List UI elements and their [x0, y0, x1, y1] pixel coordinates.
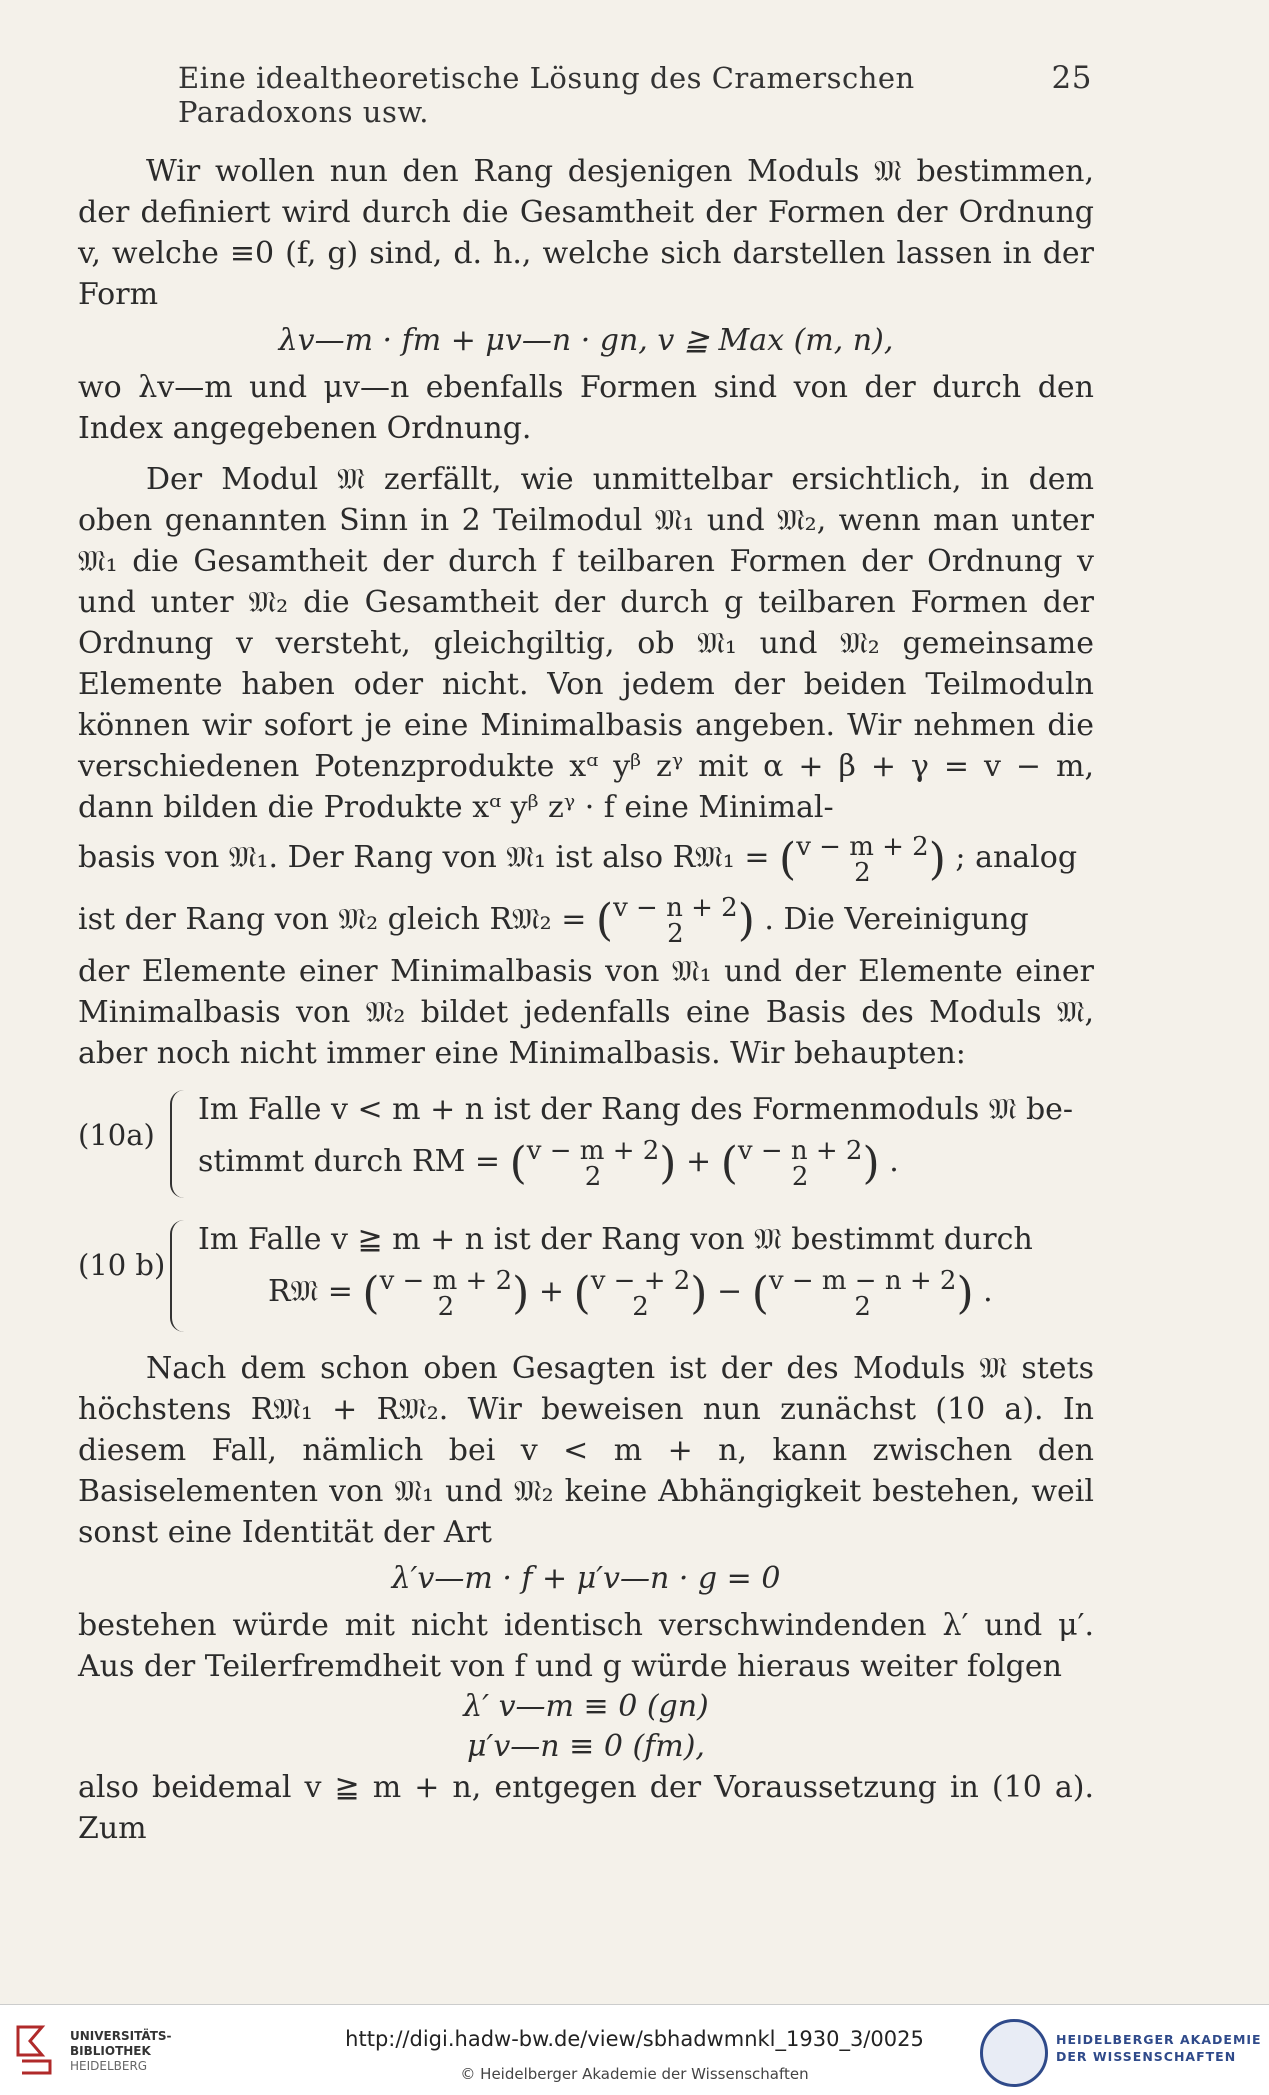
formula-3: λ′ v—m ≡ 0 (gn): [463, 1689, 709, 1724]
running-header: [78, 60, 1094, 129]
footer-bar: [0, 2004, 1269, 2095]
binom-b: (v − n + 2 2 ): [595, 893, 755, 949]
academy-name: HEIDELBERGER AKADEMIE DER WISSENSCHAFTEN: [1056, 2032, 1262, 2064]
source-url-link[interactable]: http://digi.hadw-bw.de/view/sbhadwmnkl_1930_3/0025: [345, 2027, 924, 2051]
page-content: [78, 60, 1094, 1849]
page-number: 25: [1051, 60, 1092, 96]
formula-1: λv—m · fm + μv—n · gn, v ≧ Max (m, n),: [278, 323, 894, 358]
eq10a-line1: Im Falle v < m + n ist der Rang des Formenmoduls 𝔐 be-: [198, 1092, 1074, 1127]
paragraph-2: Der Modul 𝔐 zerfällt, wie unmittelbar ersichtlich, in dem oben genannten Sinn in 2 Teilmodul 𝔐₁ und 𝔐₂, wenn man unter 𝔐₁ die Gesamtheit der durch f teilbaren Formen der Ordnung v und unter 𝔐₂ die Gesamtheit der durch g teilbaren Formen der Ordnung v versteht, gleichgiltig, ob 𝔐₁ und 𝔐₂ gemeinsame Elemente haben oder nicht. Von jedem der beiden Teilmoduln können wir sofort je eine Minimalbasis angeben. Wir nehmen die verschiedenen Potenzprodukte xᵅ yᵝ zᵞ mit α + β + γ = v − m, dann bilden die Produkte xᵅ yᵝ zᵞ · f eine Minimal-: [78, 462, 1094, 825]
paragraph-2-tail: der Elemente einer Minimalbasis von 𝔐₁ und der Elemente einer Minimalbasis von 𝔐₂ bildet jedenfalls eine Basis des Moduls 𝔐, aber noch nicht immer eine Minimalbasis. Wir behaupten:: [78, 954, 1094, 1071]
copyright-text: © Heidelberger Akademie der Wissenschaften: [460, 2065, 809, 2083]
paragraph-5: also beidemal v ≧ m + n, entgegen der Voraussetzung in (10 a). Zum: [78, 1770, 1094, 1846]
paragraph-4: bestehen würde mit nicht identisch verschwindenden λ′ und μ′. Aus der Teilerfremdheit von f und g würde hieraus weiter folgen: [78, 1608, 1094, 1684]
rank-m1-line: basis von 𝔐₁. Der Rang von 𝔐₁ ist also R𝔐₁ = (v − m + 2 2 ) ; analog: [78, 828, 1094, 890]
equation-10a: [78, 1084, 1094, 1204]
formula-4: μ′v—n ≡ 0 (fm),: [467, 1729, 705, 1764]
brace-10a: [170, 1090, 186, 1198]
equation-label-10b: (10 b): [78, 1248, 166, 1282]
rank-m2-line: ist der Rang von 𝔐₂ gleich R𝔐₂ = (v − n + 2 2 ) . Die Vereinigung: [78, 890, 1094, 952]
university-library-name: UNIVERSITÄTS- BIBLIOTHEK HEIDELBERG: [70, 2029, 172, 2073]
paragraph-1: Wir wollen nun den Rang desjenigen Moduls 𝔐 bestimmen, der definiert wird durch die Gesamtheit der Formen der Ordnung v, welche ≡0 (f, g) sind, d. h., welche sich darstellen lassen in der Form: [78, 154, 1094, 312]
running-title: Eine idealtheoretische Lösung des Cramerschen Paradoxons usw.: [178, 61, 915, 129]
equation-10b: [78, 1214, 1094, 1338]
eq10a-line2: stimmt durch RM = (v − m + 2 2 ) + (v − n + 2 2 ) .: [198, 1135, 899, 1192]
academy-seal-icon: [980, 2019, 1048, 2087]
paragraph-3: Nach dem schon oben Gesagten ist der des Moduls 𝔐 stets höchstens R𝔐₁ + R𝔐₂. Wir beweisen nun zunächst (10 a). In diesem Fall, nämlich bei v < m + n, kann zwischen den Basiselementen von 𝔐₁ und 𝔐₂ keine Abhängigkeit bestehen, weil sonst eine Identität der Art: [78, 1351, 1094, 1550]
equation-label-10a: (10a): [78, 1118, 155, 1152]
eq10b-line2: R𝔐 = (v − m + 2 2 ) + (v − + 2 2 ) − (v − m − n + 2 2 ) .: [268, 1265, 993, 1322]
brace-10b: [170, 1220, 186, 1332]
eq10b-line1: Im Falle v ≧ m + n ist der Rang von 𝔐 bestimmt durch: [198, 1222, 1033, 1257]
paragraph-1-cont: wo λv—m und μv—n ebenfalls Formen sind von der durch den Index angegebenen Ordnung.: [78, 370, 1094, 446]
formula-2: λ′v—m · f + μ′v—n · g = 0: [391, 1561, 781, 1596]
binom-a: (v − m + 2 2 ): [779, 831, 946, 888]
